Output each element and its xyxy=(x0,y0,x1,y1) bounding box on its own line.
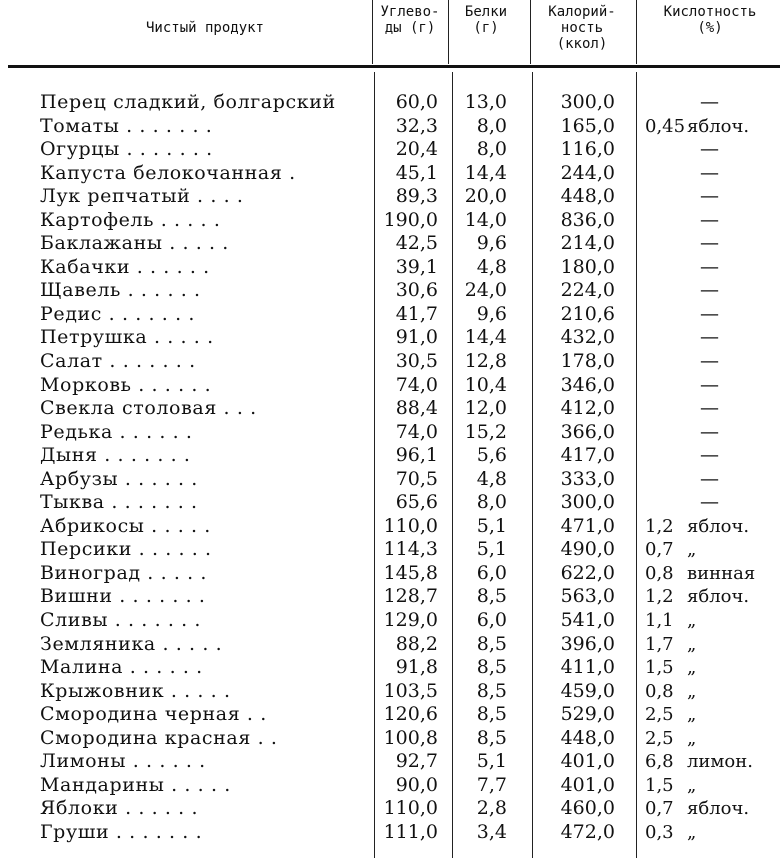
calories-value: 460,0 xyxy=(560,797,615,820)
product-name: Редис . . . . . . . xyxy=(40,302,195,325)
protein-value: 13,0 xyxy=(464,91,507,113)
product-name: Лук репчатый . . . . xyxy=(40,185,244,208)
acidity-type: яблоч. xyxy=(687,586,750,608)
protein-value: 8,0 xyxy=(476,138,507,161)
calories-value: 472,0 xyxy=(560,820,615,843)
protein-value: 8,5 xyxy=(476,703,507,726)
protein-value: 8,5 xyxy=(476,632,507,655)
table-row xyxy=(0,703,784,727)
protein-value: 8,5 xyxy=(476,679,507,702)
carbs-value: 90,0 xyxy=(395,773,438,796)
table-row xyxy=(0,515,784,539)
acidity-cell xyxy=(645,515,780,538)
carbs-value: 32,3 xyxy=(395,114,438,137)
product-name: Капуста белокочанная . xyxy=(40,161,296,184)
table-row xyxy=(0,774,784,798)
protein-value: 4,8 xyxy=(476,255,507,278)
acidity-type: „ xyxy=(687,539,697,561)
acidity-type: винная xyxy=(687,562,756,584)
product-name: Смородина красная . . xyxy=(40,726,278,749)
acidity-value: 0,8 xyxy=(645,562,674,584)
calories-value: 300,0 xyxy=(560,91,615,113)
acidity-value: 1,7 xyxy=(645,633,674,655)
acidity-cell xyxy=(645,821,780,844)
acidity-dash: — xyxy=(700,138,719,161)
product-name: Смородина черная . . xyxy=(40,703,267,726)
product-name: Картофель . . . . . xyxy=(40,208,221,231)
acidity-value: 0,3 xyxy=(645,821,674,843)
acidity-type: „ xyxy=(687,610,697,632)
acidity-cell xyxy=(645,609,780,632)
acidity-value: 1,5 xyxy=(645,657,674,679)
carbs-value: 145,8 xyxy=(383,561,438,584)
protein-value: 6,0 xyxy=(476,561,507,584)
calories-value: 178,0 xyxy=(560,350,615,373)
table-row xyxy=(0,821,784,845)
protein-value: 8,5 xyxy=(476,726,507,749)
protein-value: 5,6 xyxy=(476,444,507,467)
acidity-value: 2,5 xyxy=(645,727,674,749)
carbs-value: 74,0 xyxy=(395,373,438,396)
protein-value: 2,8 xyxy=(476,797,507,820)
calories-value: 432,0 xyxy=(560,326,615,349)
carbs-value: 120,6 xyxy=(383,703,438,726)
table-row xyxy=(0,538,784,562)
acidity-cell xyxy=(645,703,780,726)
product-name: Редька . . . . . . xyxy=(40,420,193,443)
product-name: Сливы . . . . . . . xyxy=(40,609,202,632)
header-rule xyxy=(8,65,780,68)
product-name: Яблоки . . . . . . xyxy=(40,797,199,820)
calories-value: 448,0 xyxy=(560,185,615,208)
acidity-dash: — xyxy=(700,185,719,208)
table-row xyxy=(0,350,784,374)
carbs-value: 60,0 xyxy=(395,91,438,113)
table-row xyxy=(0,727,784,751)
acidity-type: лимон. xyxy=(687,751,753,773)
carbs-value: 39,1 xyxy=(395,255,438,278)
calories-value: 448,0 xyxy=(560,726,615,749)
table-row xyxy=(0,585,784,609)
acidity-value: 1,2 xyxy=(645,515,674,537)
product-name: Петрушка . . . . . xyxy=(40,326,214,349)
product-name: Тыква . . . . . . . xyxy=(40,491,198,514)
carbs-value: 30,6 xyxy=(395,279,438,302)
carbs-value: 74,0 xyxy=(395,420,438,443)
acidity-cell xyxy=(645,633,780,656)
product-name: Перец сладкий, болгарский xyxy=(40,91,336,113)
product-name: Щавель . . . . . . xyxy=(40,279,201,302)
calories-value: 224,0 xyxy=(560,279,615,302)
acidity-type: „ xyxy=(687,704,697,726)
table-row xyxy=(0,326,784,350)
protein-value: 9,6 xyxy=(476,232,507,255)
product-name: Огурцы . . . . . . . xyxy=(40,138,213,161)
carbs-value: 65,6 xyxy=(395,491,438,514)
table-row xyxy=(0,138,784,162)
carbs-value: 88,2 xyxy=(395,632,438,655)
calories-value: 471,0 xyxy=(560,514,615,537)
calories-value: 214,0 xyxy=(560,232,615,255)
acidity-value: 0,8 xyxy=(645,680,674,702)
acidity-type: яблоч. xyxy=(687,115,750,137)
carbs-value: 129,0 xyxy=(383,609,438,632)
acidity-type: „ xyxy=(687,821,697,843)
carbs-value: 88,4 xyxy=(395,397,438,420)
acidity-type: „ xyxy=(687,657,697,679)
product-name: Баклажаны . . . . . xyxy=(40,232,229,255)
header-acidity: Кислотность (%) xyxy=(663,4,757,36)
product-name: Персики . . . . . . xyxy=(40,538,212,561)
product-name: Морковь . . . . . . xyxy=(40,373,212,396)
acidity-dash: — xyxy=(700,467,719,490)
calories-value: 541,0 xyxy=(560,609,615,632)
calories-value: 563,0 xyxy=(560,585,615,608)
product-name: Лимоны . . . . . . xyxy=(40,750,206,773)
carbs-value: 110,0 xyxy=(383,797,438,820)
carbs-value: 103,5 xyxy=(383,679,438,702)
calories-value: 396,0 xyxy=(560,632,615,655)
acidity-cell xyxy=(645,115,780,138)
acidity-value: 1,2 xyxy=(645,586,674,608)
protein-value: 8,0 xyxy=(476,491,507,514)
acidity-type: „ xyxy=(687,633,697,655)
calories-value: 417,0 xyxy=(560,444,615,467)
carbs-value: 20,4 xyxy=(395,138,438,161)
protein-value: 20,0 xyxy=(464,185,507,208)
protein-value: 12,8 xyxy=(464,350,507,373)
table-row xyxy=(0,303,784,327)
protein-value: 12,0 xyxy=(464,397,507,420)
product-name: Кабачки . . . . . . xyxy=(40,255,210,278)
table-row xyxy=(0,185,784,209)
table-row xyxy=(0,468,784,492)
table-row xyxy=(0,609,784,633)
acidity-cell xyxy=(645,727,780,750)
product-name: Дыня . . . . . . . xyxy=(40,444,191,467)
product-name: Виноград . . . . . xyxy=(40,561,208,584)
table-row xyxy=(0,232,784,256)
table-body xyxy=(0,91,784,845)
protein-value: 3,4 xyxy=(476,820,507,843)
acidity-dash: — xyxy=(700,444,719,467)
acidity-cell xyxy=(645,538,780,561)
table-row xyxy=(0,562,784,586)
calories-value: 300,0 xyxy=(560,491,615,514)
table-row xyxy=(0,91,784,115)
calories-value: 346,0 xyxy=(560,373,615,396)
acidity-value: 1,1 xyxy=(645,610,674,632)
protein-value: 8,5 xyxy=(476,585,507,608)
header-divider xyxy=(372,0,373,64)
acidity-cell xyxy=(645,680,780,703)
protein-value: 10,4 xyxy=(464,373,507,396)
product-name: Свекла столовая . . . xyxy=(40,397,257,420)
table-row xyxy=(0,256,784,280)
acidity-value: 1,5 xyxy=(645,774,674,796)
carbs-value: 89,3 xyxy=(395,185,438,208)
table-row xyxy=(0,656,784,680)
product-name: Абрикосы . . . . . xyxy=(40,514,211,537)
product-name: Земляника . . . . . xyxy=(40,632,223,655)
calories-value: 165,0 xyxy=(560,114,615,137)
protein-value: 8,0 xyxy=(476,114,507,137)
carbs-value: 111,0 xyxy=(383,820,438,843)
acidity-type: „ xyxy=(687,774,697,796)
product-name: Мандарины . . . . . xyxy=(40,773,231,796)
acidity-type: яблоч. xyxy=(687,798,750,820)
carbs-value: 128,7 xyxy=(383,585,438,608)
product-name: Арбузы . . . . . . xyxy=(40,467,198,490)
header-calories: Калорий- ность (ккол) xyxy=(548,4,616,52)
protein-value: 8,5 xyxy=(476,656,507,679)
calories-value: 836,0 xyxy=(560,208,615,231)
table-row xyxy=(0,633,784,657)
acidity-dash: — xyxy=(700,302,719,325)
acidity-dash: — xyxy=(700,279,719,302)
table-header xyxy=(0,0,784,64)
product-name: Томаты . . . . . . . xyxy=(40,114,213,137)
table-row xyxy=(0,491,784,515)
calories-value: 411,0 xyxy=(560,656,615,679)
acidity-cell xyxy=(645,797,780,820)
acidity-dash: — xyxy=(700,232,719,255)
product-name: Груши . . . . . . . xyxy=(40,820,203,843)
header-divider xyxy=(636,0,637,64)
acidity-cell xyxy=(645,750,780,773)
table-row xyxy=(0,115,784,139)
table-row xyxy=(0,162,784,186)
protein-value: 24,0 xyxy=(464,279,507,302)
table-row xyxy=(0,750,784,774)
carbs-value: 30,5 xyxy=(395,350,438,373)
carbs-value: 114,3 xyxy=(383,538,438,561)
product-name: Салат . . . . . . . xyxy=(40,350,196,373)
calories-value: 459,0 xyxy=(560,679,615,702)
carbs-value: 100,8 xyxy=(383,726,438,749)
carbs-value: 91,8 xyxy=(395,656,438,679)
protein-value: 6,0 xyxy=(476,609,507,632)
calories-value: 210,6 xyxy=(560,302,615,325)
acidity-dash: — xyxy=(700,350,719,373)
acidity-type: „ xyxy=(687,680,697,702)
acidity-dash: — xyxy=(700,161,719,184)
acidity-dash: — xyxy=(700,397,719,420)
acidity-dash: — xyxy=(700,91,719,113)
protein-value: 5,1 xyxy=(476,538,507,561)
carbs-value: 96,1 xyxy=(395,444,438,467)
acidity-cell xyxy=(645,585,780,608)
calories-value: 333,0 xyxy=(560,467,615,490)
protein-value: 14,4 xyxy=(464,161,507,184)
calories-value: 244,0 xyxy=(560,161,615,184)
acidity-value: 0,7 xyxy=(645,798,674,820)
header-protein: Белки (г) xyxy=(464,4,508,36)
acidity-dash: — xyxy=(700,491,719,514)
protein-value: 5,1 xyxy=(476,750,507,773)
table-row xyxy=(0,421,784,445)
acidity-cell xyxy=(645,656,780,679)
acidity-cell xyxy=(645,774,780,797)
header-divider xyxy=(448,0,449,64)
protein-value: 9,6 xyxy=(476,302,507,325)
calories-value: 490,0 xyxy=(560,538,615,561)
table-row xyxy=(0,797,784,821)
acidity-value: 0,7 xyxy=(645,539,674,561)
header-divider xyxy=(530,0,531,64)
acidity-dash: — xyxy=(700,255,719,278)
carbs-value: 91,0 xyxy=(395,326,438,349)
calories-value: 622,0 xyxy=(560,561,615,584)
product-name: Вишни . . . . . . . xyxy=(40,585,206,608)
calories-value: 116,0 xyxy=(560,138,615,161)
product-name: Малина . . . . . . xyxy=(40,656,203,679)
header-product: Чистый продукт xyxy=(145,20,264,36)
carbs-value: 45,1 xyxy=(395,161,438,184)
product-name: Крыжовник . . . . . xyxy=(40,679,231,702)
protein-value: 5,1 xyxy=(476,514,507,537)
carbs-value: 190,0 xyxy=(383,208,438,231)
table-row xyxy=(0,397,784,421)
acidity-dash: — xyxy=(700,373,719,396)
acidity-value: 6,8 xyxy=(645,751,674,773)
calories-value: 180,0 xyxy=(560,255,615,278)
protein-value: 4,8 xyxy=(476,467,507,490)
table-row xyxy=(0,374,784,398)
calories-value: 366,0 xyxy=(560,420,615,443)
protein-value: 7,7 xyxy=(476,773,507,796)
carbs-value: 92,7 xyxy=(395,750,438,773)
acidity-dash: — xyxy=(700,420,719,443)
table-row xyxy=(0,444,784,468)
header-carbs: Углево- ды (г) xyxy=(380,4,440,36)
carbs-value: 41,7 xyxy=(395,302,438,325)
protein-value: 14,4 xyxy=(464,326,507,349)
calories-value: 401,0 xyxy=(560,750,615,773)
calories-value: 529,0 xyxy=(560,703,615,726)
acidity-type: „ xyxy=(687,727,697,749)
acidity-value: 2,5 xyxy=(645,704,674,726)
acidity-cell xyxy=(645,562,780,585)
carbs-value: 70,5 xyxy=(395,467,438,490)
carbs-value: 110,0 xyxy=(383,514,438,537)
protein-value: 15,2 xyxy=(464,420,507,443)
acidity-type: яблоч. xyxy=(687,515,750,537)
table-row xyxy=(0,279,784,303)
acidity-dash: — xyxy=(700,208,719,231)
protein-value: 14,0 xyxy=(464,208,507,231)
calories-value: 412,0 xyxy=(560,397,615,420)
carbs-value: 42,5 xyxy=(395,232,438,255)
acidity-value: 0,45 xyxy=(645,115,686,137)
table-row xyxy=(0,209,784,233)
calories-value: 401,0 xyxy=(560,773,615,796)
acidity-dash: — xyxy=(700,326,719,349)
table-row xyxy=(0,680,784,704)
